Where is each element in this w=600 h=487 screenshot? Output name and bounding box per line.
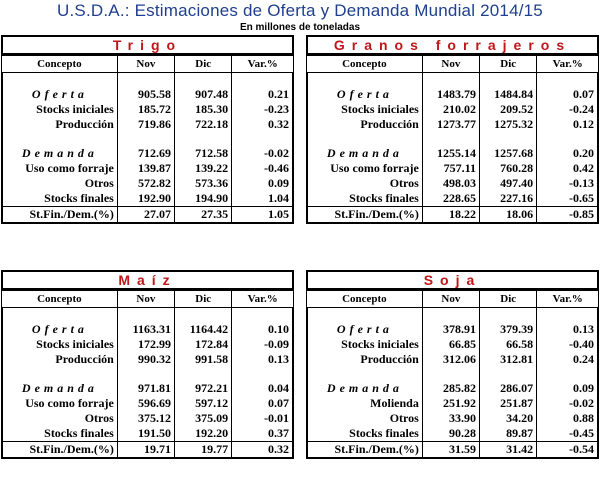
- value-dic: 1484.84: [479, 87, 536, 102]
- value-nov: 251.92: [422, 396, 479, 411]
- column-header-row: [2, 56, 294, 73]
- table-row: [307, 161, 598, 176]
- value-var: 0.13: [537, 322, 598, 337]
- data-table: [306, 290, 599, 308]
- value-dic: 192.20: [174, 426, 231, 442]
- row-label: Stocks iniciales: [341, 102, 419, 116]
- value-dic: 1257.68: [479, 146, 536, 161]
- value-dic: 379.39: [479, 322, 536, 337]
- col-concepto: Concepto: [2, 291, 118, 308]
- col-nov: Nov: [422, 291, 479, 308]
- col-dic: Dic: [480, 56, 537, 73]
- value-var: -0.85: [537, 207, 598, 224]
- value-nov: 905.58: [117, 87, 174, 102]
- value-var: 0.24: [537, 352, 598, 367]
- spacer-cell: [232, 367, 293, 381]
- value-var: -0.13: [537, 176, 598, 191]
- value-dic: 209.52: [479, 102, 536, 117]
- table-row: [2, 322, 293, 337]
- value-nov: 498.03: [422, 176, 479, 191]
- spacer-row: [2, 132, 293, 146]
- value-dic: 139.22: [174, 161, 231, 176]
- panel-title: Soja: [306, 270, 599, 290]
- panel-soja: [306, 270, 599, 459]
- table-row: [307, 426, 598, 442]
- panel-trigo: [1, 35, 294, 224]
- table-row: [2, 442, 293, 459]
- panel-title: Granos forrajeros: [306, 35, 599, 55]
- data-table: [1, 55, 294, 73]
- column-header-row: [307, 56, 599, 73]
- data-table: [306, 55, 599, 73]
- value-var: -0.02: [232, 146, 293, 161]
- value-dic: 34.20: [479, 411, 536, 426]
- spacer-cell: [2, 308, 117, 322]
- row-label: Producción: [360, 352, 419, 366]
- value-nov: 1163.31: [117, 322, 174, 337]
- value-nov: 1255.14: [422, 146, 479, 161]
- spacer-row: [2, 367, 293, 381]
- value-dic: 1275.32: [479, 117, 536, 132]
- spacer-cell: [422, 308, 479, 322]
- value-dic: 89.87: [479, 426, 536, 442]
- column-header-row: [2, 291, 294, 308]
- value-dic: 172.84: [174, 337, 231, 352]
- value-var: -0.65: [537, 191, 598, 207]
- col-var: Var.%: [537, 56, 599, 73]
- value-var: 0.32: [232, 117, 293, 132]
- spacer-cell: [2, 73, 117, 87]
- row-label: Demanda: [326, 381, 403, 395]
- row-label: Otros: [84, 411, 114, 425]
- value-dic: 185.30: [174, 102, 231, 117]
- row-label: Uso como forraje: [25, 161, 114, 175]
- row-label: Stocks iniciales: [36, 102, 114, 116]
- value-nov: 990.32: [117, 352, 174, 367]
- value-var: 0.88: [537, 411, 598, 426]
- col-var: Var.%: [232, 56, 294, 73]
- value-nov: 285.82: [422, 381, 479, 396]
- row-label: Demanda: [326, 146, 403, 160]
- table-row: [2, 161, 293, 176]
- value-var: 0.13: [232, 352, 293, 367]
- value-var: 1.04: [232, 191, 293, 207]
- table-row: [307, 191, 598, 207]
- value-var: -0.45: [537, 426, 598, 442]
- col-nov: Nov: [117, 291, 174, 308]
- value-nov: 18.22: [422, 207, 479, 224]
- data-table: [1, 290, 294, 308]
- value-nov: 712.69: [117, 146, 174, 161]
- value-dic: 251.87: [479, 396, 536, 411]
- value-var: 0.21: [232, 87, 293, 102]
- column-header-row: [307, 291, 599, 308]
- table-row: [2, 426, 293, 442]
- row-label: Demanda: [21, 146, 98, 160]
- spacer-cell: [174, 367, 231, 381]
- value-var: -0.23: [232, 102, 293, 117]
- value-dic: 312.81: [479, 352, 536, 367]
- spacer-cell: [479, 308, 536, 322]
- spacer-cell: [537, 73, 598, 87]
- row-label: St.Fin./Dem.(%): [307, 442, 422, 459]
- data-table-body: [1, 308, 294, 459]
- table-row: [307, 337, 598, 352]
- spacer-cell: [422, 132, 479, 146]
- value-dic: 712.58: [174, 146, 231, 161]
- value-nov: 378.91: [422, 322, 479, 337]
- row-label: Stocks finales: [349, 191, 419, 205]
- panel-title: Trigo: [1, 35, 294, 55]
- value-dic: 722.18: [174, 117, 231, 132]
- table-row: [307, 442, 598, 459]
- value-var: 0.07: [537, 87, 598, 102]
- col-nov: Nov: [422, 56, 479, 73]
- value-nov: 719.86: [117, 117, 174, 132]
- value-nov: 27.07: [117, 207, 174, 224]
- col-dic: Dic: [175, 56, 232, 73]
- col-concepto: Concepto: [2, 56, 118, 73]
- value-var: 0.07: [232, 396, 293, 411]
- spacer-cell: [479, 132, 536, 146]
- table-row: [2, 396, 293, 411]
- spacer-row: [307, 132, 598, 146]
- spacer-cell: [232, 308, 293, 322]
- value-nov: 192.90: [117, 191, 174, 207]
- col-dic: Dic: [175, 291, 232, 308]
- value-dic: 227.16: [479, 191, 536, 207]
- spacer-cell: [117, 132, 174, 146]
- table-row: [2, 411, 293, 426]
- value-nov: 172.99: [117, 337, 174, 352]
- table-row: [2, 146, 293, 161]
- value-nov: 31.59: [422, 442, 479, 459]
- spacer-row: [2, 73, 293, 87]
- spacer-cell: [117, 308, 174, 322]
- row-label: Producción: [360, 117, 419, 131]
- table-row: [2, 191, 293, 207]
- data-table-body: [306, 308, 599, 459]
- row-label: St.Fin./Dem.(%): [2, 442, 117, 459]
- row-label: Stocks finales: [44, 191, 114, 205]
- table-row: [2, 102, 293, 117]
- value-var: -0.54: [537, 442, 598, 459]
- value-dic: 286.07: [479, 381, 536, 396]
- value-nov: 210.02: [422, 102, 479, 117]
- row-label: Demanda: [21, 381, 98, 395]
- col-var: Var.%: [537, 291, 599, 308]
- table-row: [307, 322, 598, 337]
- row-label: Oferta: [31, 87, 88, 101]
- panel-granos-forrajeros: [306, 35, 599, 224]
- value-var: -0.24: [537, 102, 598, 117]
- value-var: -0.46: [232, 161, 293, 176]
- row-label: Stocks iniciales: [341, 337, 419, 351]
- spacer-cell: [232, 132, 293, 146]
- value-nov: 375.12: [117, 411, 174, 426]
- value-dic: 31.42: [479, 442, 536, 459]
- value-dic: 573.36: [174, 176, 231, 191]
- value-dic: 194.90: [174, 191, 231, 207]
- data-table-body: [306, 73, 599, 224]
- row-label: Uso como forraje: [330, 161, 419, 175]
- value-nov: 1273.77: [422, 117, 479, 132]
- spacer-cell: [174, 308, 231, 322]
- value-dic: 27.35: [174, 207, 231, 224]
- table-row: [307, 146, 598, 161]
- table-row: [2, 117, 293, 132]
- spacer-cell: [537, 132, 598, 146]
- value-nov: 596.69: [117, 396, 174, 411]
- spacer-cell: [232, 73, 293, 87]
- page-title: U.S.D.A.: Estimaciones de Oferta y Demanda Mundial 2014/15: [57, 1, 543, 20]
- value-dic: 907.48: [174, 87, 231, 102]
- table-row: [307, 117, 598, 132]
- value-nov: 572.82: [117, 176, 174, 191]
- value-dic: 18.06: [479, 207, 536, 224]
- value-dic: 66.58: [479, 337, 536, 352]
- value-nov: 90.28: [422, 426, 479, 442]
- spacer-cell: [2, 367, 117, 381]
- value-var: 0.20: [537, 146, 598, 161]
- table-row: [2, 87, 293, 102]
- spacer-cell: [117, 73, 174, 87]
- value-var: 0.10: [232, 322, 293, 337]
- table-row: [307, 411, 598, 426]
- value-var: 0.09: [537, 381, 598, 396]
- spacer-row: [307, 367, 598, 381]
- spacer-cell: [117, 367, 174, 381]
- table-row: [307, 207, 598, 224]
- col-var: Var.%: [232, 291, 294, 308]
- row-label: Otros: [389, 176, 419, 190]
- value-var: -0.02: [537, 396, 598, 411]
- spacer-cell: [174, 73, 231, 87]
- value-nov: 185.72: [117, 102, 174, 117]
- table-row: [307, 381, 598, 396]
- table-row: [307, 176, 598, 191]
- table-row: [2, 207, 293, 224]
- spacer-row: [307, 73, 598, 87]
- value-nov: 312.06: [422, 352, 479, 367]
- col-concepto: Concepto: [307, 291, 423, 308]
- value-nov: 1483.79: [422, 87, 479, 102]
- value-nov: 757.11: [422, 161, 479, 176]
- row-label: Molienda: [370, 396, 419, 410]
- spacer-cell: [479, 73, 536, 87]
- value-nov: 971.81: [117, 381, 174, 396]
- spacer-cell: [422, 73, 479, 87]
- value-var: -0.01: [232, 411, 293, 426]
- value-nov: 66.85: [422, 337, 479, 352]
- value-dic: 497.40: [479, 176, 536, 191]
- value-var: 0.04: [232, 381, 293, 396]
- table-row: [307, 87, 598, 102]
- spacer-cell: [307, 132, 422, 146]
- panel-title: Maíz: [1, 270, 294, 290]
- value-dic: 19.77: [174, 442, 231, 459]
- table-row: [2, 337, 293, 352]
- spacer-cell: [307, 367, 422, 381]
- col-concepto: Concepto: [307, 56, 423, 73]
- row-label: Oferta: [336, 322, 393, 336]
- table-row: [2, 381, 293, 396]
- panel-maiz: [1, 270, 294, 459]
- value-nov: 33.90: [422, 411, 479, 426]
- row-label: St.Fin./Dem.(%): [307, 207, 422, 224]
- table-row: [307, 396, 598, 411]
- value-var: 0.37: [232, 426, 293, 442]
- row-label: Stocks finales: [44, 426, 114, 440]
- table-row: [2, 176, 293, 191]
- row-label: Oferta: [31, 322, 88, 336]
- value-nov: 139.87: [117, 161, 174, 176]
- row-label: Otros: [389, 411, 419, 425]
- table-row: [307, 102, 598, 117]
- row-label: Otros: [84, 176, 114, 190]
- spacer-cell: [537, 308, 598, 322]
- spacer-cell: [537, 367, 598, 381]
- spacer-cell: [307, 308, 422, 322]
- spacer-row: [2, 308, 293, 322]
- value-var: 0.12: [537, 117, 598, 132]
- spacer-cell: [174, 132, 231, 146]
- value-dic: 760.28: [479, 161, 536, 176]
- value-nov: 228.65: [422, 191, 479, 207]
- data-table-body: [1, 73, 294, 224]
- row-label: Producción: [55, 117, 114, 131]
- value-dic: 972.21: [174, 381, 231, 396]
- value-dic: 991.58: [174, 352, 231, 367]
- row-label: Stocks finales: [349, 426, 419, 440]
- spacer-cell: [479, 367, 536, 381]
- row-label: Oferta: [336, 87, 393, 101]
- value-var: -0.09: [232, 337, 293, 352]
- row-label: Stocks iniciales: [36, 337, 114, 351]
- value-var: 0.42: [537, 161, 598, 176]
- row-label: Uso como forraje: [25, 396, 114, 410]
- row-label: St.Fin./Dem.(%): [2, 207, 117, 224]
- col-nov: Nov: [117, 56, 174, 73]
- table-row: [307, 352, 598, 367]
- page-subtitle: En millones de toneladas: [239, 22, 361, 33]
- table-row: [2, 352, 293, 367]
- value-var: 0.32: [232, 442, 293, 459]
- value-dic: 597.12: [174, 396, 231, 411]
- value-nov: 191.50: [117, 426, 174, 442]
- col-dic: Dic: [480, 291, 537, 308]
- spacer-cell: [307, 73, 422, 87]
- value-var: 0.09: [232, 176, 293, 191]
- spacer-cell: [2, 132, 117, 146]
- value-nov: 19.71: [117, 442, 174, 459]
- spacer-row: [307, 308, 598, 322]
- row-label: Producción: [55, 352, 114, 366]
- value-var: -0.40: [537, 337, 598, 352]
- value-dic: 1164.42: [174, 322, 231, 337]
- value-dic: 375.09: [174, 411, 231, 426]
- spacer-cell: [422, 367, 479, 381]
- value-var: 1.05: [232, 207, 293, 224]
